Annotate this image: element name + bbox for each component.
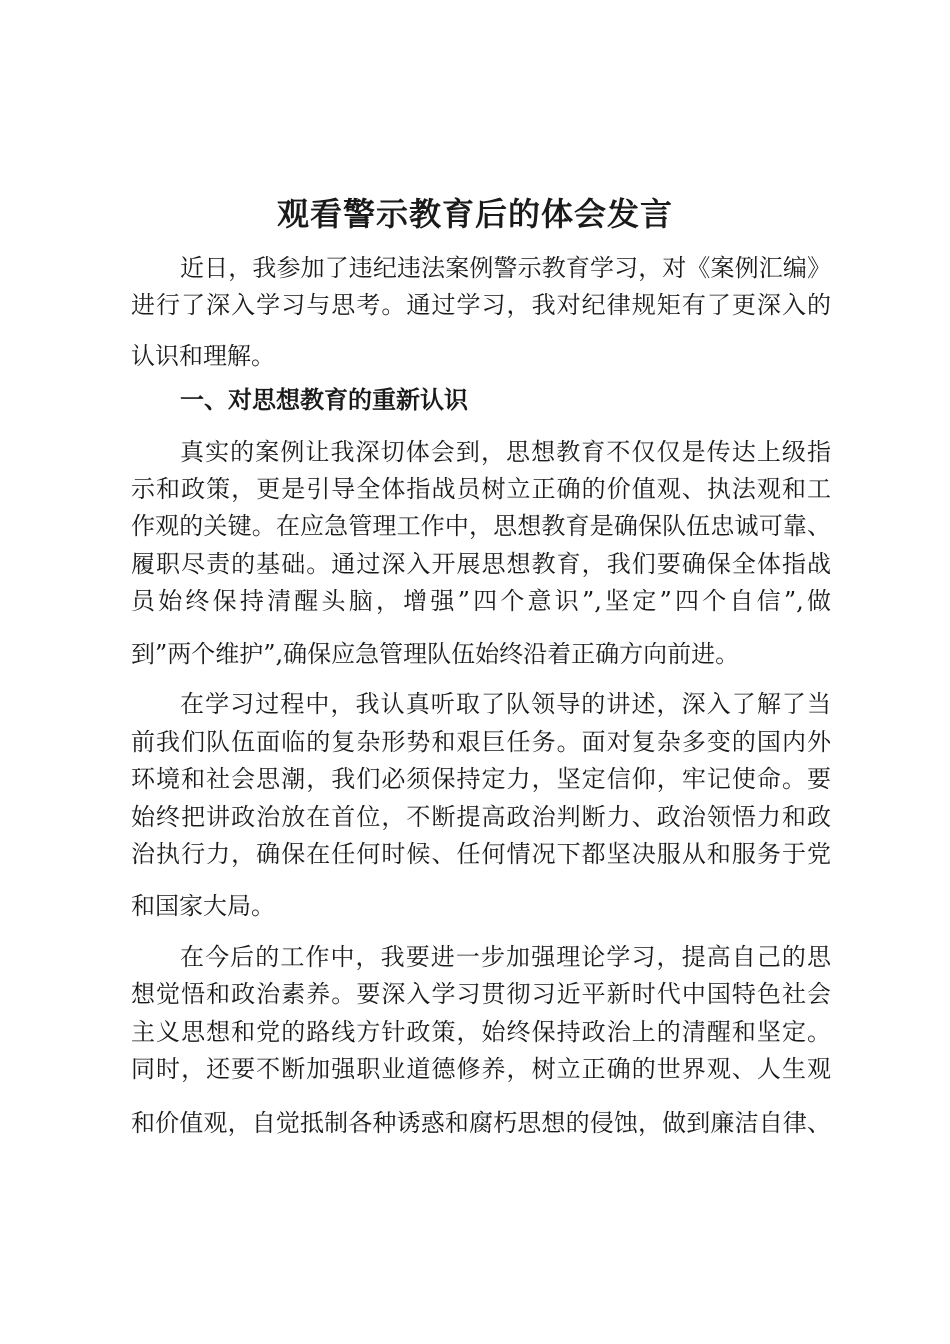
document-title: 观看警示教育后的体会发言 xyxy=(276,195,673,233)
section-heading: 一、对思想教育的重新认识 xyxy=(180,386,468,414)
paragraph-line: 进行了深入学习与思考。通过学习，我对纪律规矩有了更深入的 xyxy=(131,291,831,319)
paragraph-line: 作观的关键。在应急管理工作中，思想教育是确保队伍忠诚可靠、 xyxy=(131,512,831,540)
paragraph-line: 环境和社会思潮，我们必须保持定力，坚定信仰，牢记使命。要 xyxy=(131,765,831,793)
paragraph-line: 到”两个维护”,确保应急管理队伍始终沿着正确方向前进。 xyxy=(131,640,740,668)
paragraph-line: 和价值观，自觉抵制各种诱惑和腐朽思想的侵蚀，做到廉洁自律、 xyxy=(131,1109,831,1137)
paragraph-line: 同时，还要不断加强职业道德修养，树立正确的世界观、人生观 xyxy=(131,1055,831,1083)
paragraph-line: 履职尽责的基础。通过深入开展思想教育，我们要确保全体指战 xyxy=(131,550,831,578)
paragraph-line: 在今后的工作中，我要进一步加强理论学习，提高自己的思 xyxy=(180,943,831,971)
paragraph-line: 始终把讲政治放在首位，不断提高政治判断力、政治领悟力和政 xyxy=(131,803,831,831)
paragraph-line: 主义思想和党的路线方针政策，始终保持政治上的清醒和坚定。 xyxy=(131,1018,831,1046)
paragraph-line: 在学习过程中，我认真听取了队领导的讲述，深入了解了当 xyxy=(180,690,831,718)
paragraph-line: 和国家大局。 xyxy=(131,892,275,920)
paragraph-line: 员始终保持清醒头脑，增强”四个意识”,坚定”四个自信”,做 xyxy=(131,587,831,615)
paragraph-line: 认识和理解。 xyxy=(131,342,275,370)
paragraph-line: 真实的案例让我深切体会到，思想教育不仅仅是传达上级指 xyxy=(180,438,831,466)
paragraph-line: 近日，我参加了违纪违法案例警示教育学习，对《案例汇编》 xyxy=(180,254,831,282)
paragraph-line: 治执行力，确保在任何时候、任何情况下都坚决服从和服务于党 xyxy=(131,840,831,868)
paragraph-line: 示和政策，更是引导全体指战员树立正确的价值观、执法观和工 xyxy=(131,475,831,503)
paragraph-line: 想觉悟和政治素养。要深入学习贯彻习近平新时代中国特色社会 xyxy=(131,980,831,1008)
paragraph-line: 前我们队伍面临的复杂形势和艰巨任务。面对复杂多变的国内外 xyxy=(131,728,831,756)
